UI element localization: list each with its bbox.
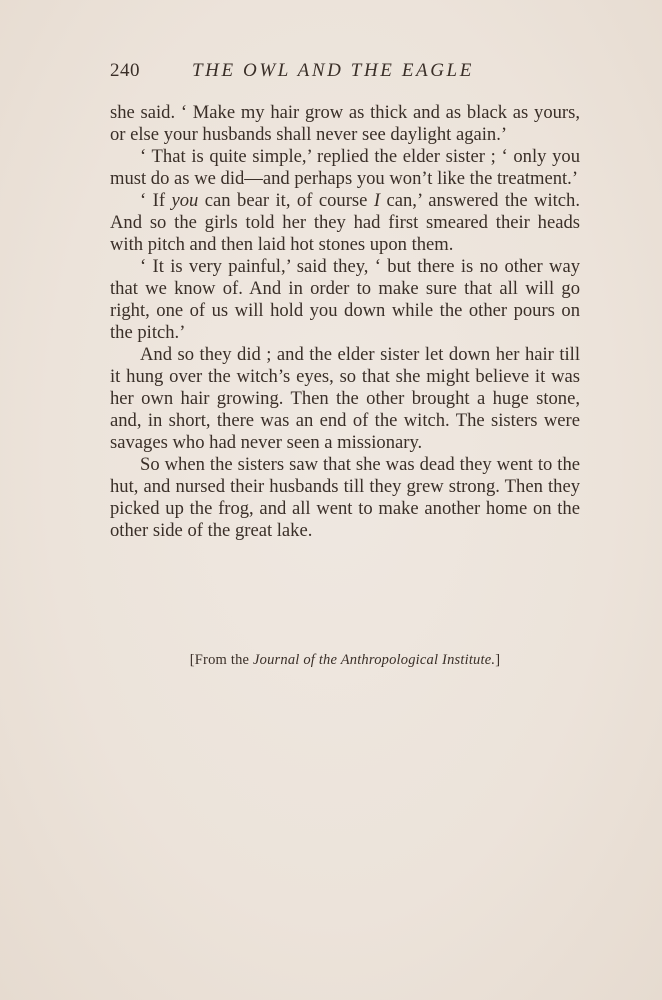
paragraph-2-text: ‘ That is quite simple,’ replied the elder sister ; ‘ only you must do as we did—and perhaps you won’t like the treatment.’: [110, 146, 580, 189]
body-text: [110, 102, 580, 542]
emphasis-i: I: [373, 190, 381, 211]
paragraph-3-text-a: ‘ If: [140, 190, 172, 211]
paragraph-4-text: ‘ It is very painful,’ said they, ‘ but there is no other way that we know of. And in order to make sure that all will go right, one of us will hold you down while the other pours on the pitch.’: [110, 256, 580, 343]
paragraph-5: [110, 344, 580, 454]
paragraph-3-text-c: can,’ answered the witch. And so the girls told her they had first smeared their heads with pitch and then laid hot stones upon them.: [110, 190, 580, 255]
paragraph-1: [110, 102, 580, 146]
page-number: 240: [110, 60, 140, 81]
page-header: [110, 60, 582, 90]
paragraph-1-text: she said. ‘ Make my hair grow as thick and as black as yours, or else your husbands shall never see daylight again.’: [110, 102, 580, 145]
source-note-journal: Journal of the Anthropological Institute.: [252, 652, 496, 668]
paragraph-5-text: And so they did ; and the elder sister let down her hair till it hung over the witch’s eyes, so that she might believe it was her own hair growing. Then the other brought a huge stone, and, in short, there was an end of the witch. The sisters were savages who had never seen a missionary.: [110, 344, 580, 453]
paragraph-3: [110, 190, 580, 256]
paragraph-4: [110, 256, 580, 344]
source-note-suffix: ]: [495, 652, 501, 668]
paragraph-6: [110, 454, 580, 542]
paragraph-2: [110, 146, 580, 190]
emphasis-you: you: [171, 190, 199, 211]
source-note-prefix: [From the: [189, 652, 253, 668]
source-note: [110, 652, 580, 669]
running-title: THE OWL AND THE EAGLE: [192, 60, 474, 81]
paragraph-3-text-b: can bear it, of course: [198, 190, 374, 211]
paragraph-6-text: So when the sisters saw that she was dead they went to the hut, and nursed their husbands till they grew strong. Then they picked up the frog, and all went to make another home on the other side of the great lake.: [110, 454, 580, 541]
